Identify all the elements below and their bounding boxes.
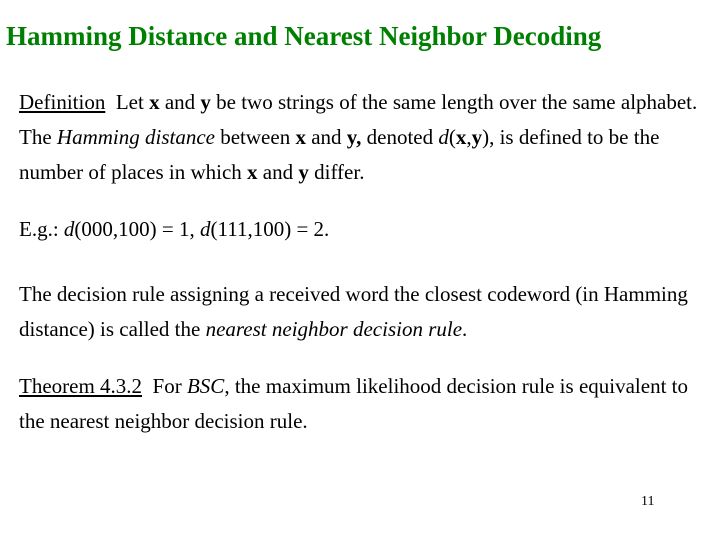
example-paragraph: [19, 212, 709, 247]
function-d: d: [63, 217, 75, 241]
definition-text: (: [448, 125, 456, 149]
function-d: d: [200, 217, 211, 241]
theorem-label: Theorem 4.3.2: [19, 374, 143, 398]
decision-rule-paragraph: [19, 277, 709, 347]
bsc-term: BSC: [186, 374, 225, 398]
var-x: x: [295, 125, 306, 149]
definition-text: and: [159, 90, 201, 114]
defined-term: Hamming distance: [56, 125, 215, 149]
definition-text: between: [214, 125, 296, 149]
definition-text: ,: [466, 125, 472, 149]
definition-text: ), is defined to be the number of places in which: [19, 125, 660, 184]
definition-label: Definition: [19, 90, 106, 114]
theorem-paragraph: [19, 369, 709, 439]
var-y: y: [298, 160, 309, 184]
var-y: y,: [346, 125, 362, 149]
example-text: (111,100) = 2.: [210, 217, 330, 241]
definition-text: be two strings of the same length over the same alphabet. The: [19, 90, 698, 149]
var-y: y: [200, 90, 211, 114]
slide-number: 11: [641, 494, 655, 509]
definition-text: Let: [105, 90, 150, 114]
slide-title: Hamming Distance and Nearest Neighbor Decoding: [6, 21, 602, 51]
var-x: x: [455, 125, 467, 149]
rule-text: The decision rule assigning a received word the closest codeword (in Hamming distance) is called the: [19, 282, 688, 341]
var-x: x: [247, 160, 258, 184]
theorem-text: For: [142, 374, 187, 398]
function-d: d: [438, 125, 449, 149]
definition-paragraph: [19, 85, 709, 190]
definition-text: differ.: [308, 160, 365, 184]
example-text: (000,100) = 1,: [74, 217, 201, 241]
definition-text: and: [257, 160, 299, 184]
var-y: y: [471, 125, 483, 149]
var-x: x: [149, 90, 160, 114]
rule-term: nearest neighbor decision rule: [205, 317, 463, 341]
definition-text: denoted: [361, 125, 439, 149]
definition-text: and: [305, 125, 347, 149]
rule-end: .: [462, 317, 468, 341]
theorem-text: , the maximum likelihood decision rule is equivalent to the nearest neighbor decision rule.: [19, 374, 688, 433]
example-prefix: E.g.:: [19, 217, 64, 241]
